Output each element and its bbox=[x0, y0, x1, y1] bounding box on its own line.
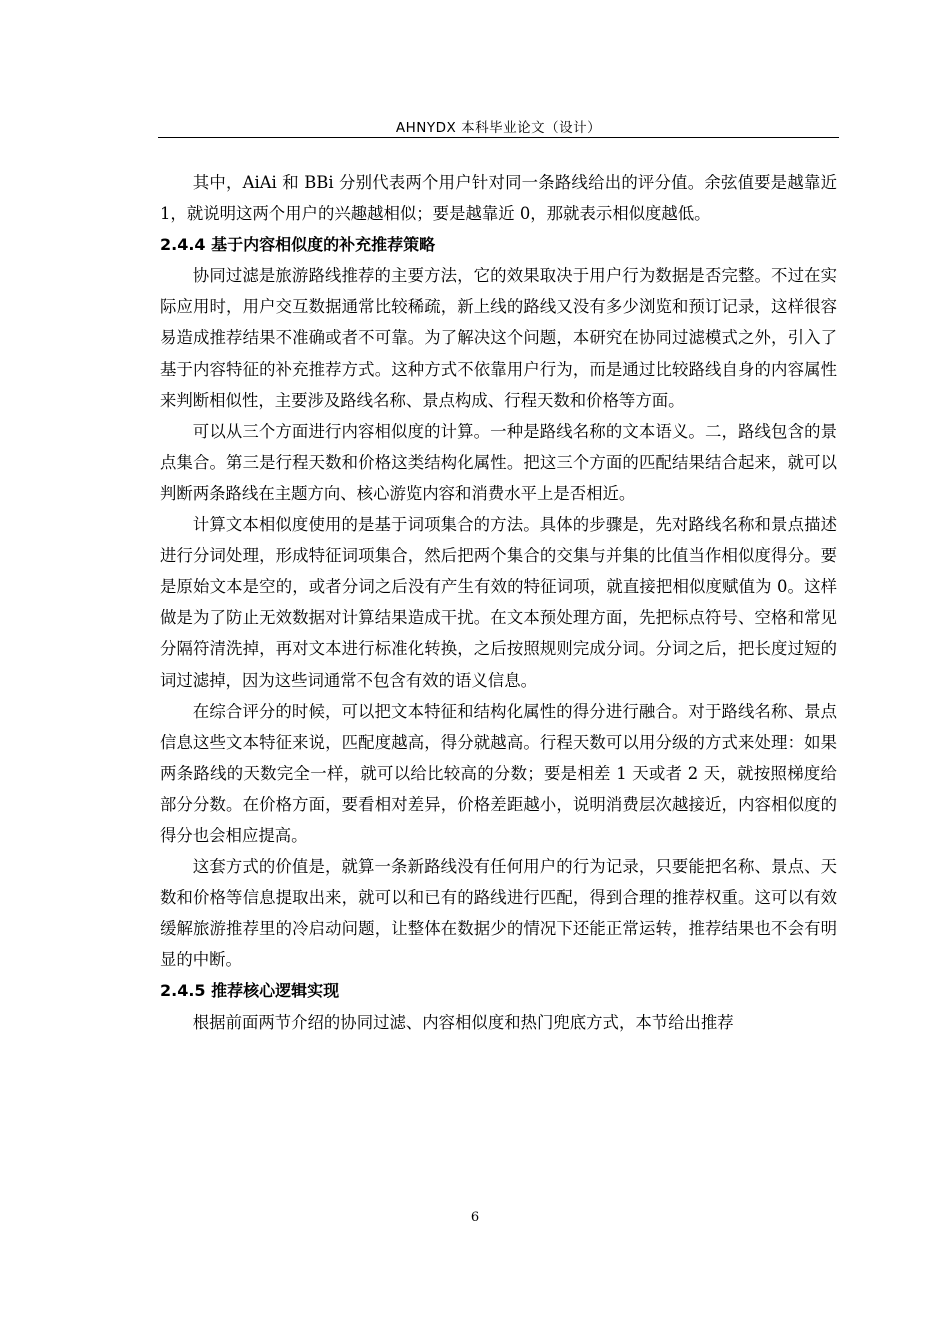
paragraph-text-similarity: 计算文本相似度使用的是基于词项集合的方法。具体的步骤是，先对路线名称和景点描述进行分词处理，形成特征词项集合，然后把两个集合的交集与并集的比值当作相似度得分。要是原始文本是空的，或者分词之后没有产生有效的特征词项，就直接把相似度赋值为 0。这样做是为了防止无效数据对计算结果造成干扰。在文本预处理方面，先把标点符号、空格和常见分隔符清洗掉，再对文本进行标准化转换，之后按照规则完成分词。分词之后，把长度过短的词过滤掉，因为这些词通常不包含有效的语义信息。 bbox=[160, 515, 837, 690]
page-body bbox=[160, 167, 837, 1038]
running-header: AHNYDX 本科毕业论文（设计） bbox=[395, 120, 602, 136]
header-rule bbox=[158, 137, 839, 138]
section-heading-2-4-4: 2.4.4 基于内容相似度的补充推荐策略 bbox=[160, 235, 436, 255]
paragraph-core-logic: 根据前面两节介绍的协同过滤、内容相似度和热门兜底方式，本节给出推荐 bbox=[192, 1012, 734, 1032]
paragraph-cold-start: 这套方式的价值是，就算一条新路线没有任何用户的行为记录，只要能把名称、景点、天数和价格等信息提取出来，就可以和已有的路线进行匹配，得到合理的推荐权重。这可以有效缓解旅游推荐里的冷启动问题，让整体在数据少的情况下还能正常运转，推荐结果也不会有明显的中断。 bbox=[160, 857, 837, 970]
paragraph-cosine-note: 其中，AiAi 和 BBi 分别代表两个用户针对同一条路线给出的评分值。余弦值要是越靠近 1，就说明这两个用户的兴趣越相似；要是越靠近 0，那就表示相似度越低。 bbox=[160, 173, 837, 224]
page-number: 6 bbox=[470, 1210, 480, 1225]
paragraph-three-aspects: 可以从三个方面进行内容相似度的计算。一种是路线名称的文本语义。二，路线包含的景点集合。第三是行程天数和价格这类结构化属性。把这三个方面的匹配结果结合起来，就可以判断两条路线在主题方向、核心游览内容和消费水平上是否相近。 bbox=[160, 421, 837, 503]
paragraph-score-fusion: 在综合评分的时候，可以把文本特征和结构化属性的得分进行融合。对于路线名称、景点信息这些文本特征来说，匹配度越高，得分就越高。行程天数可以用分级的方式来处理：如果两条路线的天数完全一样，就可以给比较高的分数；要是相差 1 天或者 2 天，就按照梯度给部分分数。在价格方面，要看相对差异，价格差距越小，说明消费层次越接近，内容相似度的得分也会相应提高。 bbox=[160, 701, 837, 845]
section-heading-2-4-5: 2.4.5 推荐核心逻辑实现 bbox=[160, 981, 340, 1001]
paragraph-collab-filtering: 协同过滤是旅游路线推荐的主要方法，它的效果取决于用户行为数据是否完整。不过在实际应用时，用户交互数据通常比较稀疏，新上线的路线又没有多少浏览和预订记录，这样很容易造成推荐结果不准确或者不可靠。为了解决这个问题，本研究在协同过滤模式之外，引入了基于内容特征的补充推荐方式。这种方式不依靠用户行为，而是通过比较路线自身的内容属性来判断相似性，主要涉及路线名称、景点构成、行程天数和价格等方面。 bbox=[160, 266, 837, 410]
